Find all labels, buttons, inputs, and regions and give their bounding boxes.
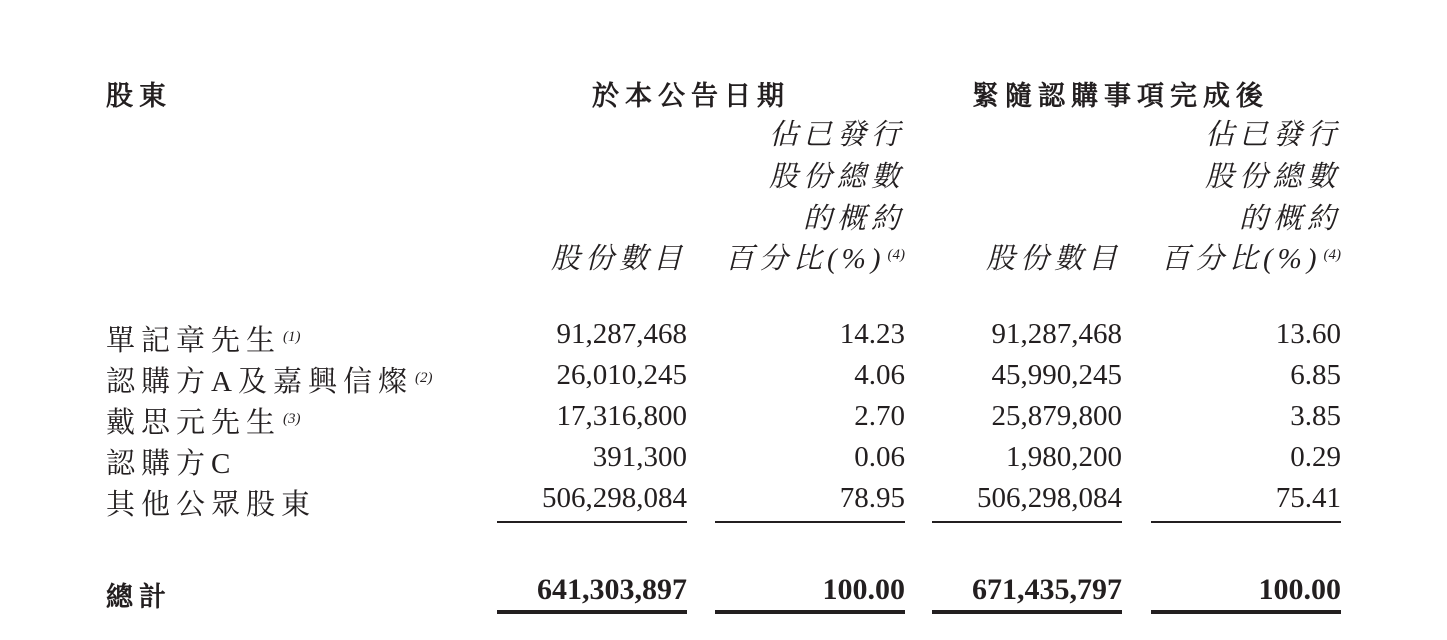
pct-after-cell: 13.60 [1275,318,1341,350]
shares-after-cell: 25,879,800 [991,400,1122,432]
row-label: 其他公眾股東 [106,489,317,521]
pct-after-cell: 75.41 [1275,482,1341,514]
subtotal-rule [932,521,1122,523]
total-rule [715,610,905,614]
shares-after-cell: 1,980,200 [1006,441,1122,473]
shares-after-cell: 506,298,084 [977,482,1122,514]
after-subscription-header: 緊隨認購事項完成後 [972,81,1269,112]
shares-now-cell: 391,300 [592,441,687,473]
row-label: 單記章先生 $^{(1)}$ [106,325,301,357]
pct-after-cell: 0.29 [1290,441,1341,473]
total-label: 總計 [106,582,172,613]
row-label: 認購方C [106,448,237,480]
subtotal-rule [1151,521,1341,523]
shares-after-cell: 91,287,468 [991,318,1122,350]
subtotal-rule [715,521,905,523]
shares-after-cell: 45,990,245 [991,359,1122,391]
total-rule [932,610,1122,614]
num-shares-header-after: 股份數目 [985,243,1122,275]
row-label: 戴思元先生 $^{(3)}$ [106,407,301,439]
pct-header-line3-now: 的概約 [802,203,905,235]
shares-now-cell: 506,298,084 [542,482,687,514]
pct-now-cell: 0.06 [854,441,905,473]
pct-header-line1-after: 佔已發行 [1204,119,1341,151]
pct-now-cell: 14.23 [839,318,905,350]
total-pct-after: 100.00 [1258,573,1341,606]
at-announcement-header: 於本公告日期 [592,81,790,112]
pct-header-line3-after: 的概約 [1238,203,1341,235]
pct-label-header-now: 百分比(%) $^{(4)}$ [725,243,905,275]
pct-header-line2-after: 股份總數 [1204,161,1341,193]
subtotal-rule [497,521,687,523]
pct-after-cell: 6.85 [1290,359,1341,391]
pct-after-cell: 3.85 [1290,400,1341,432]
shares-now-cell: 17,316,800 [556,400,687,432]
pct-label-header-after: 百分比(%) $^{(4)}$ [1161,243,1341,275]
pct-header-line2-now: 股份總數 [768,161,905,193]
shares-now-cell: 91,287,468 [556,318,687,350]
total-rule [1151,610,1341,614]
num-shares-header-now: 股份數目 [550,243,687,275]
total-rule [497,610,687,614]
pct-now-cell: 4.06 [854,359,905,391]
total-shares-now: 641,303,897 [537,573,687,606]
pct-now-cell: 78.95 [839,482,905,514]
total-shares-after: 671,435,797 [972,573,1122,606]
total-pct-now: 100.00 [822,573,905,606]
pct-now-cell: 2.70 [854,400,905,432]
shares-now-cell: 26,010,245 [556,359,687,391]
pct-header-line1-now: 佔已發行 [768,119,905,151]
shareholder-header: 股東 [106,81,172,112]
row-label: 認購方A及嘉興信燦 $^{(2)}$ [106,366,433,398]
